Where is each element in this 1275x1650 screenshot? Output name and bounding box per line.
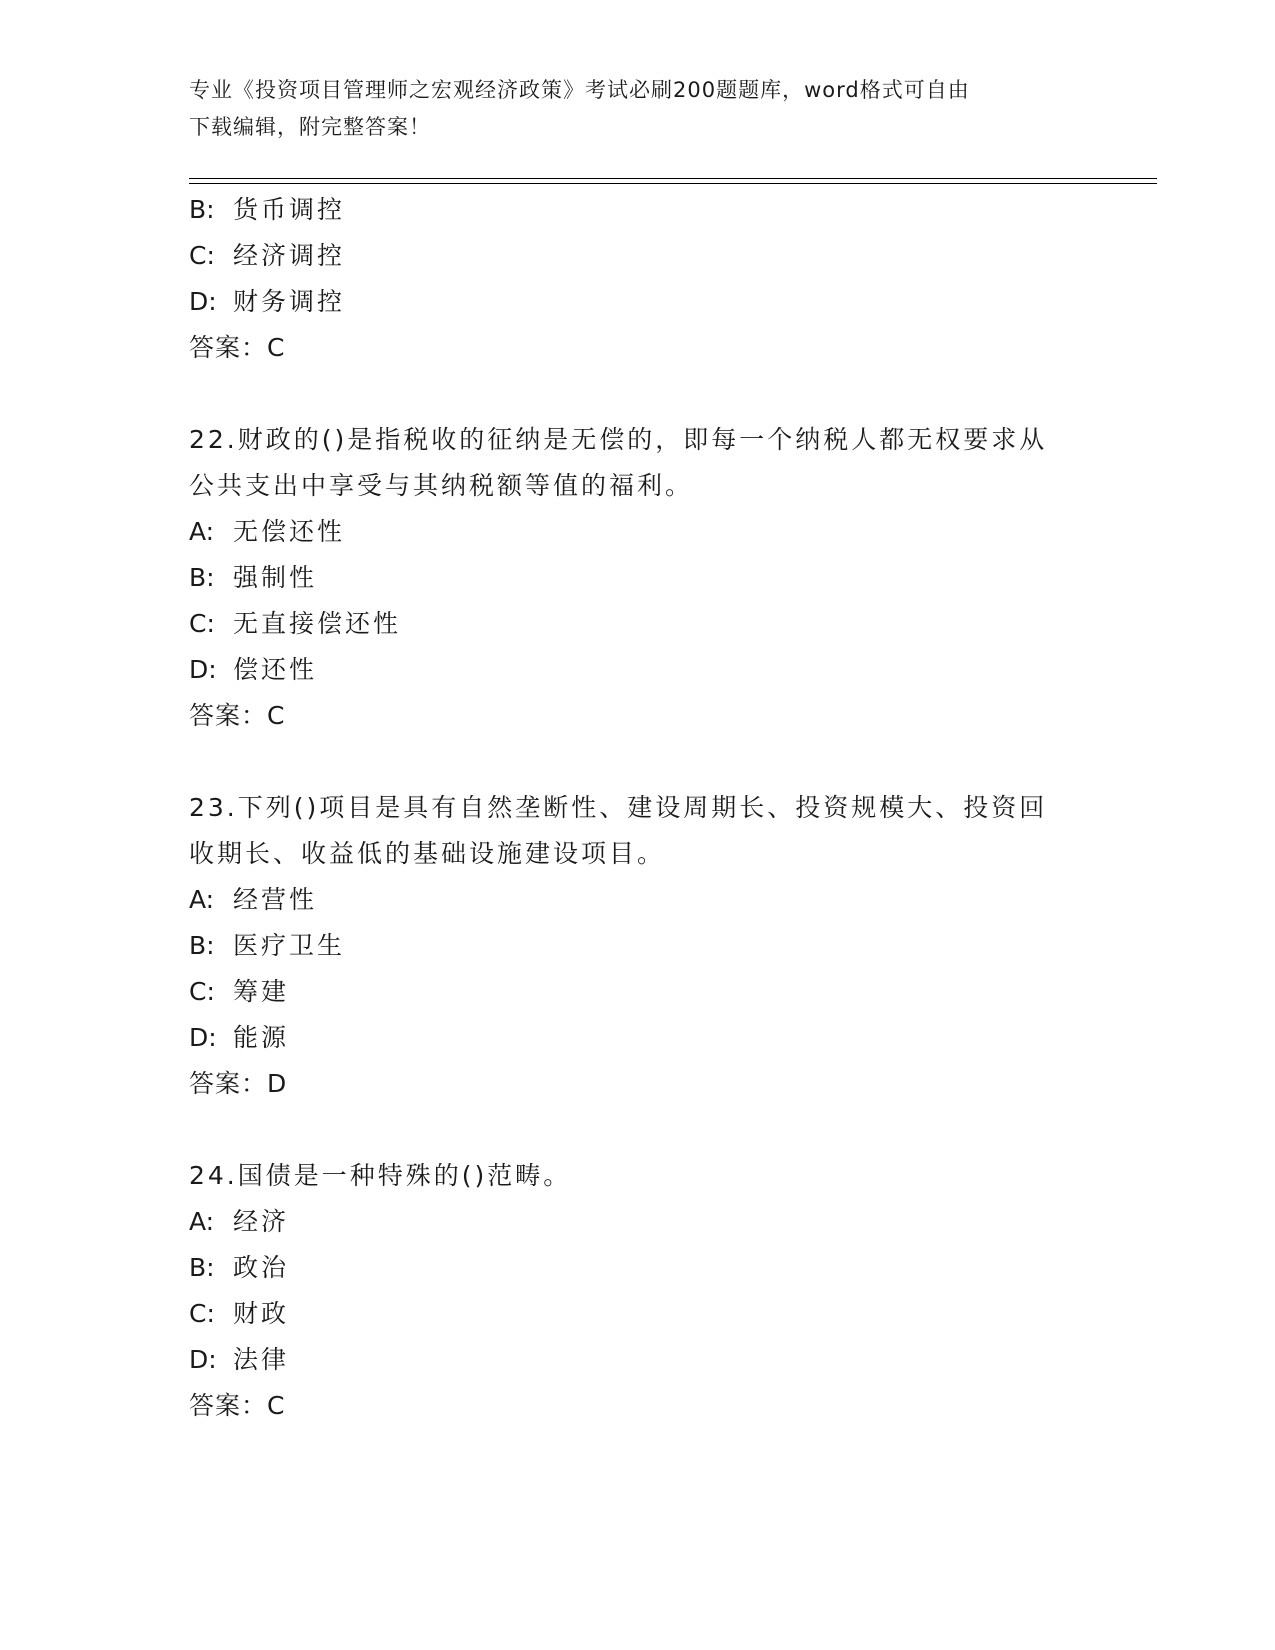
- answer-line: 答案：C: [189, 333, 286, 362]
- question-block-24: [189, 1153, 1089, 1429]
- option-text: 财政: [233, 1299, 290, 1328]
- option-letter: A:: [189, 885, 215, 914]
- answer-line: 答案：D: [189, 1069, 288, 1098]
- question-spacer: [189, 739, 1089, 785]
- document-header: [189, 72, 1089, 146]
- option-text: 经济: [233, 1207, 290, 1236]
- question-stem-line-1: 23.下列()项目是具有自然垄断性、建设周期长、投资规模大、投资回: [189, 793, 1048, 822]
- option-letter: C:: [189, 241, 215, 270]
- option-text: 无偿还性: [233, 517, 346, 546]
- option-letter: C:: [189, 609, 215, 638]
- option-b: [189, 1245, 1089, 1291]
- question-block-22: [189, 417, 1089, 739]
- option-text: 政治: [233, 1253, 290, 1282]
- question-list: [189, 187, 1089, 1429]
- answer-line: 答案：C: [189, 701, 286, 730]
- option-text: 法律: [233, 1345, 290, 1374]
- option-a: [189, 1199, 1089, 1245]
- option-letter: D:: [189, 655, 217, 684]
- option-letter: D:: [189, 1023, 217, 1052]
- option-text: 经营性: [233, 885, 318, 914]
- header-divider-top: [189, 178, 1157, 179]
- option-c: [189, 969, 1089, 1015]
- option-b: [189, 187, 1089, 233]
- option-c: [189, 1291, 1089, 1337]
- question-spacer: [189, 371, 1089, 417]
- option-d: [189, 279, 1089, 325]
- option-b: [189, 923, 1089, 969]
- question-stem-line-2: 公共支出中享受与其纳税额等值的福利。: [189, 471, 694, 500]
- question-block-23: [189, 785, 1089, 1107]
- option-letter: A:: [189, 517, 215, 546]
- question-stem-line-1: 22.财政的()是指税收的征纳是无偿的，即每一个纳税人都无权要求从: [189, 425, 1048, 454]
- option-a: [189, 509, 1089, 555]
- option-text: 财务调控: [233, 287, 346, 316]
- option-text: 强制性: [233, 563, 318, 592]
- option-c: [189, 601, 1089, 647]
- option-d: [189, 1337, 1089, 1383]
- option-text: 无直接偿还性: [233, 609, 402, 638]
- option-letter: B:: [189, 563, 215, 592]
- option-d: [189, 647, 1089, 693]
- option-b: [189, 555, 1089, 601]
- header-line-1: 专业《投资项目管理师之宏观经济政策》考试必刷200题题库，word格式可自由: [189, 78, 970, 102]
- option-letter: B:: [189, 931, 215, 960]
- option-text: 筹建: [233, 977, 290, 1006]
- option-text: 偿还性: [233, 655, 318, 684]
- question-stem-line-2: 收期长、收益低的基础设施建设项目。: [189, 839, 666, 868]
- option-text: 医疗卫生: [233, 931, 346, 960]
- question-block-partial: [189, 187, 1089, 371]
- option-letter: C:: [189, 1299, 215, 1328]
- option-letter: D:: [189, 287, 217, 316]
- option-text: 经济调控: [233, 241, 346, 270]
- option-letter: B:: [189, 195, 215, 224]
- option-c: [189, 233, 1089, 279]
- option-d: [189, 1015, 1089, 1061]
- option-letter: D:: [189, 1345, 217, 1374]
- option-letter: A:: [189, 1207, 215, 1236]
- header-divider-bottom: [189, 183, 1157, 184]
- option-a: [189, 877, 1089, 923]
- option-text: 能源: [233, 1023, 290, 1052]
- answer-line: 答案：C: [189, 1391, 286, 1420]
- header-line-2: 下载编辑，附完整答案！: [189, 115, 431, 139]
- option-letter: B:: [189, 1253, 215, 1282]
- question-stem-line-1: 24.国债是一种特殊的()范畴。: [189, 1161, 572, 1190]
- option-letter: C:: [189, 977, 215, 1006]
- question-spacer: [189, 1107, 1089, 1153]
- option-text: 货币调控: [233, 195, 346, 224]
